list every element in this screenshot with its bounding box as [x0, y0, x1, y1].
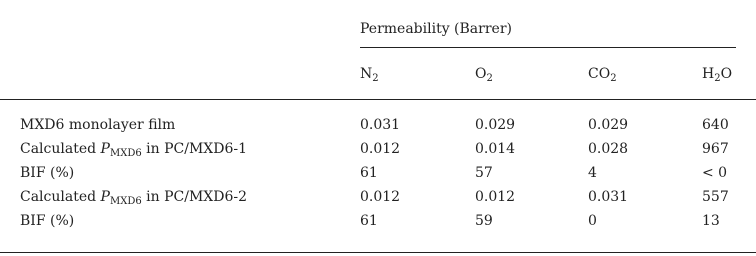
- table-row: [0, 213, 756, 233]
- cell-co2: 0.028: [588, 141, 629, 157]
- row-label: MXD6 monolayer film: [20, 117, 176, 133]
- table-row: [0, 117, 756, 137]
- column-header-n2: $N_2$: [360, 66, 379, 84]
- cell-o2: 59: [475, 213, 493, 229]
- row-label: Calculated $P_{MXD6}$ in PC/MXD6-2: [20, 189, 248, 207]
- cell-o2: 0.012: [475, 189, 516, 205]
- column-header-h2o: $H_2O$: [702, 66, 733, 84]
- column-header-o2: $O_2$: [475, 66, 493, 84]
- table-row: [0, 189, 756, 209]
- cell-h2o: 557: [702, 189, 729, 205]
- row-label: Calculated $P_{MXD6}$ in PC/MXD6-1: [20, 141, 248, 159]
- cell-n2: 61: [360, 165, 378, 181]
- row-label: BIF (%): [20, 165, 75, 181]
- cell-h2o: < 0: [702, 165, 728, 181]
- cell-h2o: 967: [702, 141, 729, 157]
- cell-n2: 61: [360, 213, 378, 229]
- cell-co2: 0.029: [588, 117, 629, 133]
- cell-n2: 0.012: [360, 189, 401, 205]
- table-row: [0, 141, 756, 161]
- cell-n2: 0.012: [360, 141, 401, 157]
- table-row: [0, 165, 756, 185]
- group-header-rule: [360, 47, 736, 48]
- cell-h2o: 13: [702, 213, 720, 229]
- column-header-co2: $CO_2$: [588, 66, 617, 84]
- group-header-permeability: Permeability (Barrer): [360, 21, 512, 37]
- cell-o2: 0.029: [475, 117, 516, 133]
- cell-o2: 57: [475, 165, 493, 181]
- cell-h2o: 640: [702, 117, 729, 133]
- header-rule: [0, 99, 756, 100]
- cell-co2: 4: [588, 165, 597, 181]
- cell-co2: 0: [588, 213, 597, 229]
- cell-o2: 0.014: [475, 141, 516, 157]
- cell-co2: 0.031: [588, 189, 629, 205]
- row-label: BIF (%): [20, 213, 75, 229]
- bottom-rule: [0, 252, 756, 253]
- cell-n2: 0.031: [360, 117, 401, 133]
